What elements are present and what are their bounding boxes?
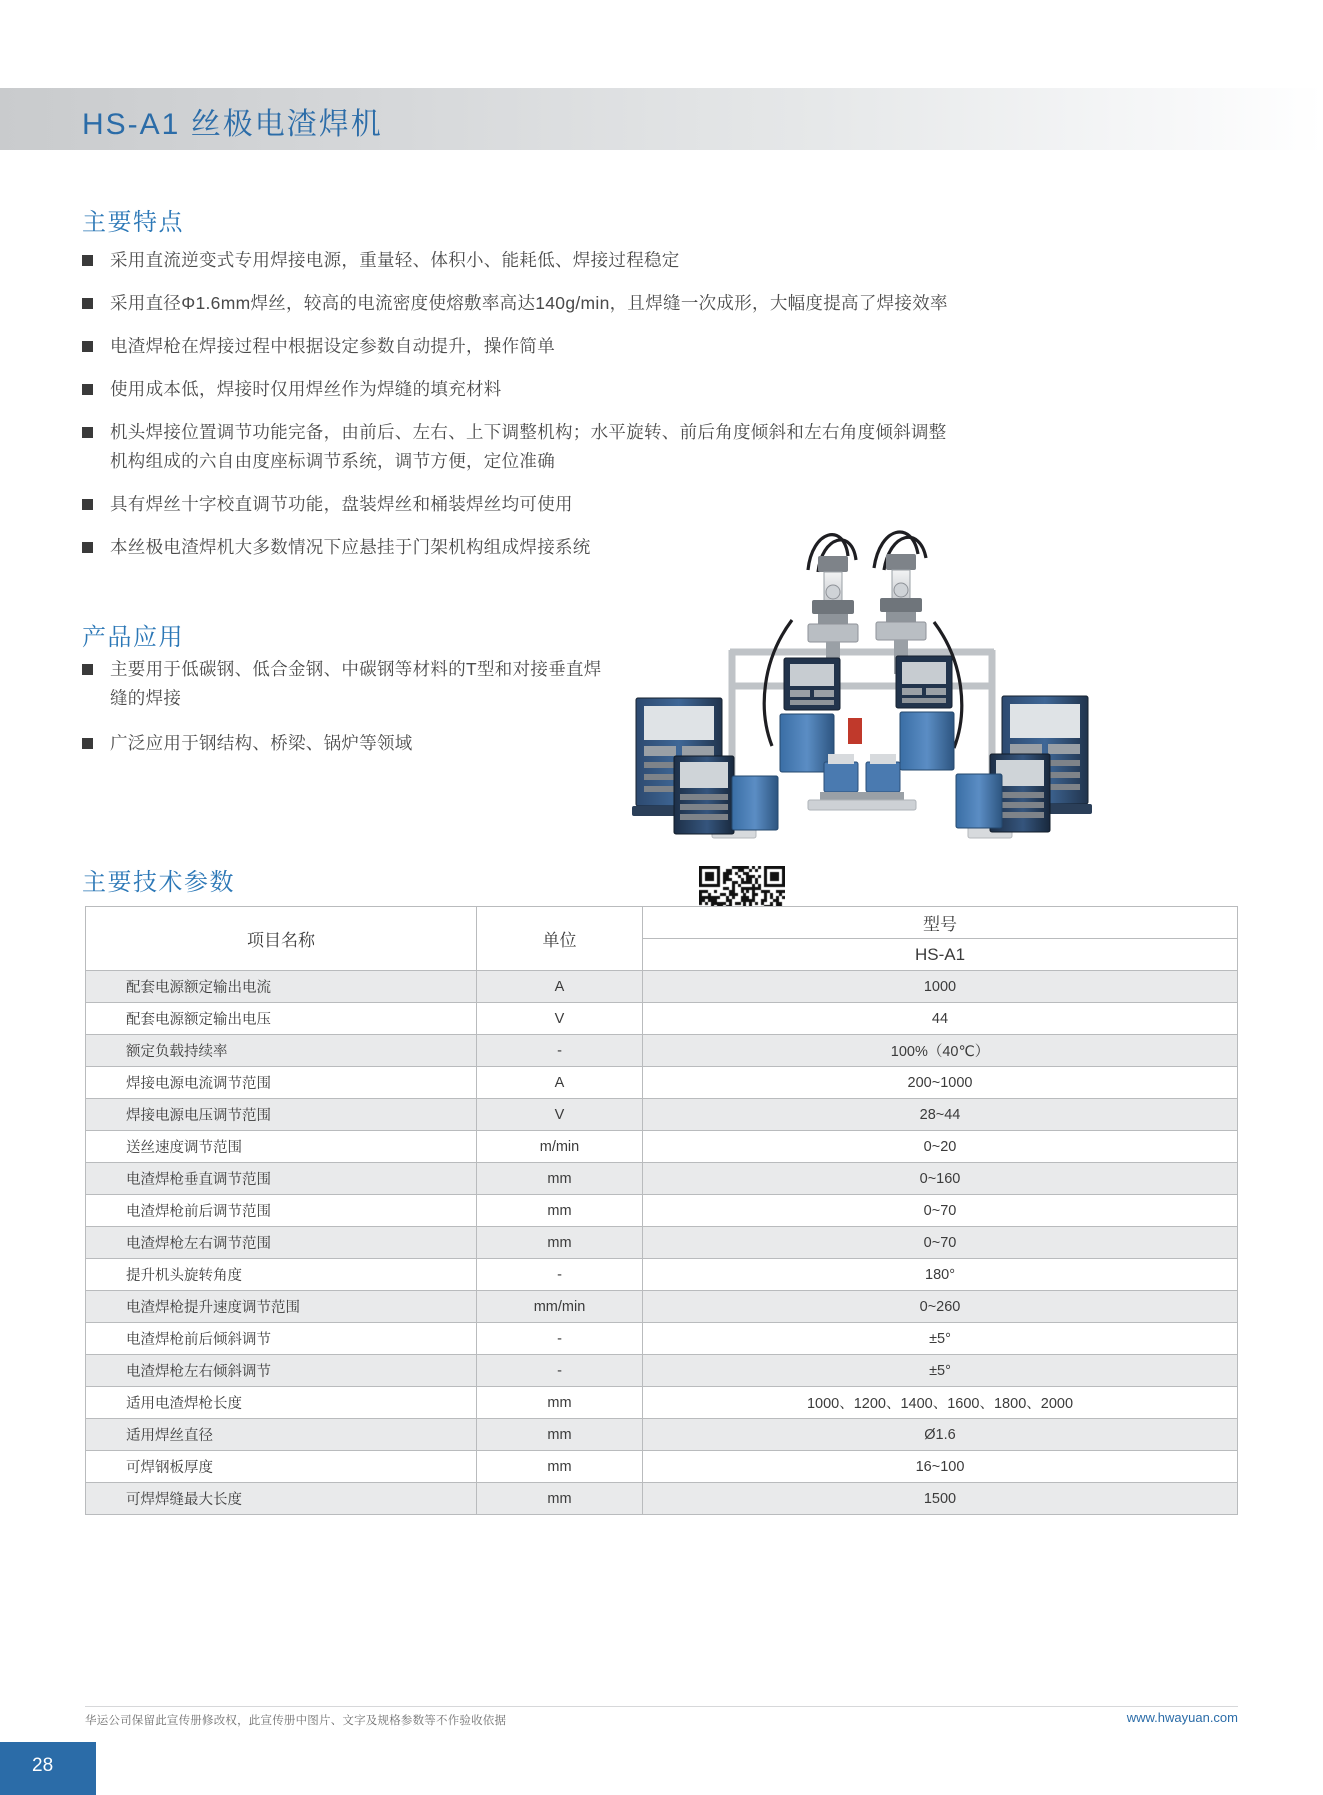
list-item [82, 729, 602, 758]
cell-item-name: 配套电源额定输出电流 [86, 971, 477, 1003]
application-text: 广泛应用于钢结构、桥梁、锅炉等领域 [110, 733, 413, 753]
cell-item-name: 可焊焊缝最大长度 [86, 1483, 477, 1515]
footer-divider [85, 1706, 1238, 1707]
cell-unit: mm [477, 1227, 643, 1259]
welding-system-illustration [612, 500, 1112, 870]
square-bullet-icon [82, 255, 93, 266]
table-row [86, 971, 1238, 1003]
list-item [82, 332, 952, 361]
header-model-value: HS-A1 [643, 939, 1238, 971]
cell-item-name: 适用焊丝直径 [86, 1419, 477, 1451]
cell-unit: mm [477, 1483, 643, 1515]
cell-unit: mm [477, 1387, 643, 1419]
square-bullet-icon [82, 341, 93, 352]
cell-item-name: 电渣焊枪提升速度调节范围 [86, 1291, 477, 1323]
cell-value: 1500 [643, 1483, 1238, 1515]
table-header [86, 907, 1238, 971]
cell-item-name: 电渣焊枪左右调节范围 [86, 1227, 477, 1259]
table-body [86, 971, 1238, 1515]
cell-value: 28~44 [643, 1099, 1238, 1131]
table-row [86, 1291, 1238, 1323]
cell-value: ±5° [643, 1355, 1238, 1387]
cell-value: 180° [643, 1259, 1238, 1291]
feature-text: 采用直流逆变式专用焊接电源，重量轻、体积小、能耗低、焊接过程稳定 [110, 250, 680, 270]
square-bullet-icon [82, 298, 93, 309]
table-row [86, 1227, 1238, 1259]
table-row [86, 1419, 1238, 1451]
cell-value: 16~100 [643, 1451, 1238, 1483]
list-item [82, 655, 602, 713]
section-heading-applications: 产品应用 [82, 624, 184, 651]
application-text: 主要用于低碳钢、低合金钢、中碳钢等材料的T型和对接垂直焊缝的焊接 [110, 659, 602, 708]
cell-item-name: 电渣焊枪前后调节范围 [86, 1195, 477, 1227]
cell-value: 0~20 [643, 1131, 1238, 1163]
cell-value: 200~1000 [643, 1067, 1238, 1099]
cell-unit: mm [477, 1451, 643, 1483]
cell-value: 100%（40℃） [643, 1035, 1238, 1067]
cell-unit: V [477, 1099, 643, 1131]
list-item [82, 246, 952, 275]
cell-item-name: 电渣焊枪垂直调节范围 [86, 1163, 477, 1195]
cell-unit: - [477, 1355, 643, 1387]
page-number: 28 [32, 1755, 54, 1776]
table-row [86, 1355, 1238, 1387]
footer-website[interactable]: www.hwayuan.com [1126, 1710, 1238, 1725]
cell-item-name: 可焊钢板厚度 [86, 1451, 477, 1483]
cell-value: 0~160 [643, 1163, 1238, 1195]
cell-item-name: 配套电源额定输出电压 [86, 1003, 477, 1035]
table-row [86, 1259, 1238, 1291]
cell-item-name: 额定负载持续率 [86, 1035, 477, 1067]
table-row [86, 1387, 1238, 1419]
section-heading-specs: 主要技术参数 [82, 869, 235, 896]
table-row [86, 1195, 1238, 1227]
cell-item-name: 提升机头旋转角度 [86, 1259, 477, 1291]
cell-item-name: 适用电渣焊枪长度 [86, 1387, 477, 1419]
cell-item-name: 电渣焊枪前后倾斜调节 [86, 1323, 477, 1355]
table-row [86, 1163, 1238, 1195]
cell-value: 1000 [643, 971, 1238, 1003]
list-item [82, 418, 952, 476]
cell-item-name: 电渣焊枪左右倾斜调节 [86, 1355, 477, 1387]
specifications-table [85, 906, 1238, 1515]
cell-unit: A [477, 971, 643, 1003]
feature-text: 本丝极电渣焊机大多数情况下应悬挂于门架机构组成焊接系统 [110, 537, 591, 557]
cell-item-name: 焊接电源电流调节范围 [86, 1067, 477, 1099]
cell-unit: - [477, 1035, 643, 1067]
cell-unit: - [477, 1323, 643, 1355]
feature-text: 采用直径Φ1.6mm焊丝，较高的电流密度使熔敷率高达140g/min，且焊缝一次成形，大幅度提高了焊接效率 [110, 293, 948, 313]
cell-unit: mm [477, 1419, 643, 1451]
cell-value: 44 [643, 1003, 1238, 1035]
cell-item-name: 焊接电源电压调节范围 [86, 1099, 477, 1131]
square-bullet-icon [82, 542, 93, 553]
cell-unit: V [477, 1003, 643, 1035]
header-item-name: 项目名称 [86, 907, 477, 971]
table-row [86, 1483, 1238, 1515]
table-row [86, 1035, 1238, 1067]
footer-disclaimer: 华运公司保留此宣传册修改权，此宣传册中图片、文字及规格参数等不作验收依据 [85, 1715, 507, 1727]
cell-value: 0~70 [643, 1227, 1238, 1259]
cell-unit: A [477, 1067, 643, 1099]
product-photo [612, 500, 1112, 870]
cell-unit: mm/min [477, 1291, 643, 1323]
table-row [86, 1323, 1238, 1355]
list-item [82, 375, 952, 404]
cell-value: ±5° [643, 1323, 1238, 1355]
square-bullet-icon [82, 427, 93, 438]
cell-item-name: 送丝速度调节范围 [86, 1131, 477, 1163]
page-title: HS-A1 丝极电渣焊机 [82, 108, 383, 141]
header-unit: 单位 [477, 907, 643, 971]
cell-value: 0~260 [643, 1291, 1238, 1323]
feature-text: 电渣焊枪在焊接过程中根据设定参数自动提升，操作简单 [110, 336, 555, 356]
cell-unit: mm [477, 1195, 643, 1227]
table-row [86, 1131, 1238, 1163]
cell-unit: mm [477, 1163, 643, 1195]
cell-unit: m/min [477, 1131, 643, 1163]
cell-value: Ø1.6 [643, 1419, 1238, 1451]
table-row [86, 1003, 1238, 1035]
header-model-group: 型号 [643, 907, 1238, 939]
square-bullet-icon [82, 738, 93, 749]
table-row [86, 1451, 1238, 1483]
cell-value: 0~70 [643, 1195, 1238, 1227]
list-item [82, 289, 952, 318]
feature-text: 具有焊丝十字校直调节功能，盘装焊丝和桶装焊丝均可使用 [110, 494, 573, 514]
cell-unit: - [477, 1259, 643, 1291]
table-row [86, 1099, 1238, 1131]
feature-text: 机头焊接位置调节功能完备，由前后、左右、上下调整机构；水平旋转、前后角度倾斜和左右角度倾斜调整机构组成的六自由度座标调节系统，调节方便，定位准确 [110, 422, 947, 471]
square-bullet-icon [82, 664, 93, 675]
square-bullet-icon [82, 499, 93, 510]
table-row [86, 1067, 1238, 1099]
cell-value: 1000、1200、1400、1600、1800、2000 [643, 1387, 1238, 1419]
feature-text: 使用成本低，焊接时仅用焊丝作为焊缝的填充材料 [110, 379, 502, 399]
square-bullet-icon [82, 384, 93, 395]
section-heading-features: 主要特点 [82, 209, 184, 236]
applications-list [82, 655, 602, 774]
